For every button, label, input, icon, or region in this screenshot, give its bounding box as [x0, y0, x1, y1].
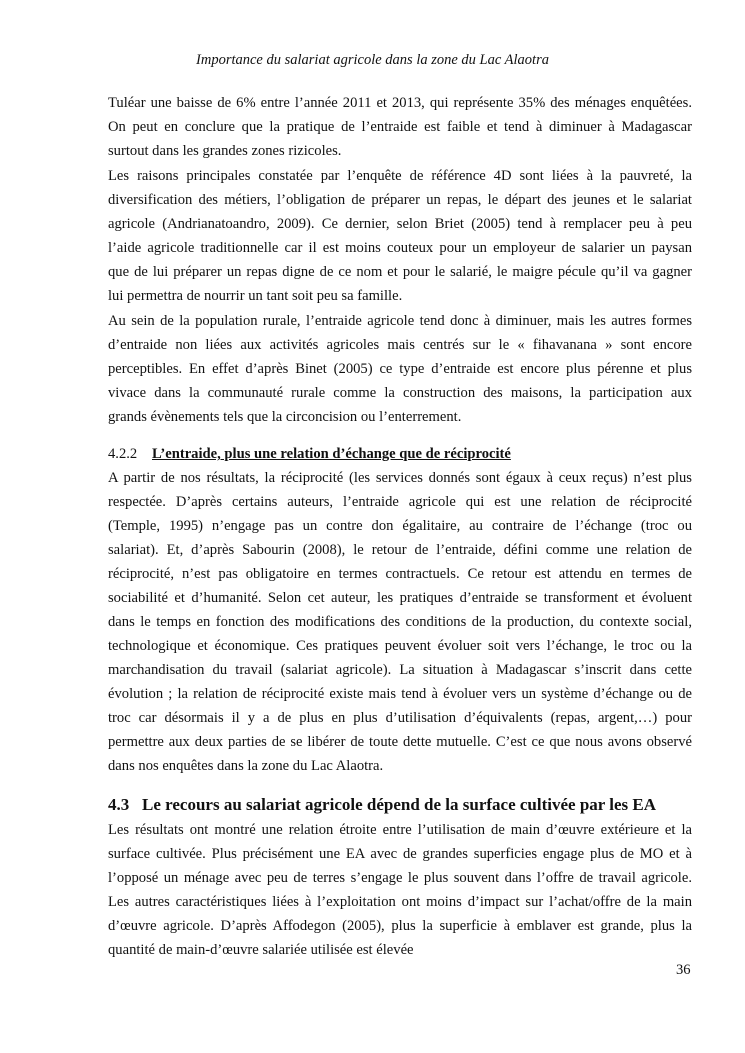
paragraph [108, 818, 692, 962]
section-title: L’entraide, plus une relation d’échange que de réciprocité [152, 446, 511, 462]
text-line: diversification des métiers, l’obligation de préparer un repas, le départ des jeunes et le salariat [108, 192, 692, 208]
text-line: surface cultivée. Plus précisément une EA avec de grandes superficies engage plus de MO et à [108, 846, 692, 862]
text-line: d’œuvre agricole. D’après Affodegon (2005), plus la superficie à emblaver est grande, plus la [108, 918, 692, 934]
paragraph [108, 164, 692, 308]
text-line: Les autres caractéristiques liées à l’exploitation ont moins d’impact sur l’achat/offre de la main [108, 894, 692, 910]
text-line: l’opposé un ménage avec peu de terres s’engage le plus souvent dans l’offre de travail agricole. [108, 870, 692, 886]
section-title: Le recours au salariat agricole dépend de la surface cultivée par les EA [142, 795, 657, 814]
text-line: dans nos enquêtes dans la zone du Lac Alaotra. [108, 758, 384, 774]
text-line: Au sein de la population rurale, l’entraide agricole tend donc à diminuer, mais les autres formes [108, 313, 692, 329]
text-line: sociabilité et d’humanité. Selon cet auteur, les pratiques d’entraide se transforment et évoluent [108, 590, 692, 606]
paragraph [108, 466, 692, 778]
text-line: Tuléar une baisse de 6% entre l’année 2011 et 2013, qui représente 35% des ménages enquêtées. [108, 95, 692, 111]
text-line: l’aide agricole traditionnelle car il est moins couteux pour un employeur de salarier un paysan [108, 240, 692, 256]
section-number: 4.2.2 [108, 446, 138, 462]
page-body [108, 91, 692, 962]
paragraph [108, 309, 692, 429]
text-line: que de lui préparer un repas digne de ce nom et pour le salarié, le maigre pécule qu’il va gagner [108, 264, 692, 280]
text-line: salariat). Et, d’après Sabourin (2008), le retour de l’entraide, défini comme une relation de [108, 542, 692, 558]
text-line: évolution ; la relation de réciprocité existe mais tend à évoluer vers un système d’échange ou de [108, 686, 692, 702]
text-line: respectée. D’après certains auteurs, l’entraide agricole qui est une relation de réciprocité [108, 494, 692, 510]
text-line: (Temple, 1995) n’engage pas un contre don égalitaire, au contraire de l’échange (troc ou [108, 518, 692, 534]
text-line: lui permettra de nourrir un tant soit peu sa famille. [108, 288, 403, 304]
section-heading-4-3 [108, 792, 692, 818]
section-number: 4.3 [108, 795, 130, 814]
text-line: A partir de nos résultats, la réciprocité (les services donnés sont égaux à ceux reçus) n’est plus [108, 470, 692, 486]
text-line: troc car désormais il y a de plus en plus d’utilisation d’équivalents (repas, argent,…) pour [108, 710, 692, 726]
text-line: quantité de main-d’œuvre salariée utilisée est élevée [108, 942, 414, 958]
page-number: 36 [676, 962, 691, 978]
paragraph-group [108, 818, 692, 962]
text-line: marchandisation du travail (salariat agricole). La situation à Madagascar s’inscrit dans cette [108, 662, 692, 678]
text-line: d’entraide non liées aux activités agricoles mais centrés sur le « fihavanana » sont encore [108, 337, 692, 353]
section-heading-4-2-2 [108, 442, 692, 466]
text-line: réciprocité, n’est pas obligatoire en termes contractuels. Ce retour est attendu en termes de [108, 566, 692, 582]
running-header: Importance du salariat agricole dans la zone du Lac Alaotra [196, 52, 549, 68]
text-line: dans le temps en fonction des modifications des conditions de la production, du contexte social, [108, 614, 692, 630]
text-line: vivace dans la communauté rurale comme la construction des maisons, la participation aux [108, 385, 692, 401]
paragraph [108, 91, 692, 163]
text-line: technologique et économique. Ces pratiques peuvent évoluer soit vers l’échange, le troc ou la [108, 638, 692, 654]
text-line: On peut en conclure que la pratique de l’entraide est faible et tend à diminuer à Madagascar [108, 119, 692, 135]
text-line: Les résultats ont montré une relation étroite entre l’utilisation de main d’œuvre extérieure et la [108, 822, 692, 838]
text-line: permettre aux deux parties de se libérer de toute dette mutuelle. C’est ce que nous avons observé [108, 734, 692, 750]
paragraph-group [108, 466, 692, 778]
paragraph-group [108, 91, 692, 429]
text-line: perceptibles. En effet d’après Binet (2005) ce type d’entraide est encore plus pérenne et plus [108, 361, 692, 377]
text-line: agricole (Andrianatoandro, 2009). Ce dernier, selon Briet (2005) tend à remplacer peu à peu [108, 216, 692, 232]
text-line: grands évènements tels que la circoncision ou l’enterrement. [108, 409, 462, 425]
text-line: surtout dans les grandes zones rizicoles. [108, 143, 342, 159]
text-line: Les raisons principales constatée par l’enquête de référence 4D sont liées à la pauvreté, la [108, 168, 692, 184]
